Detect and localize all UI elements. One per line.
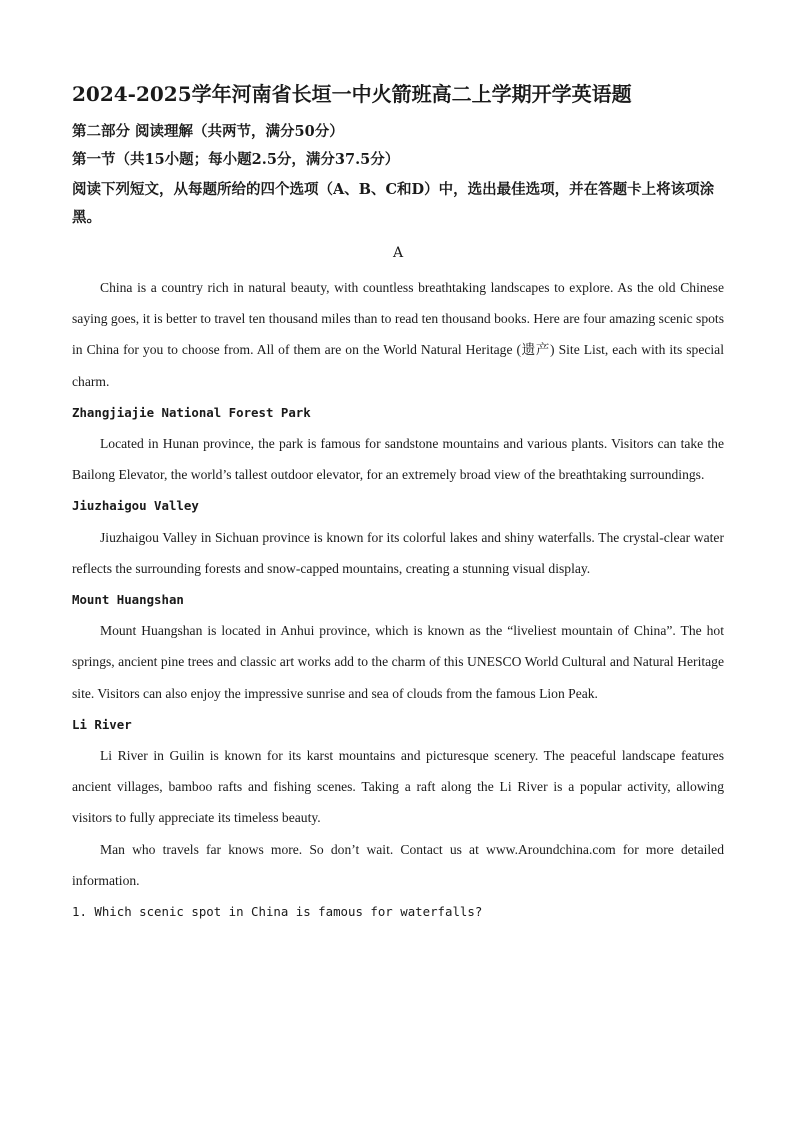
spot-text-jiuzhaigou: Jiuzhaigou Valley in Sichuan province is known for its colorful lakes and shiny waterfalls. The crystal-clear water reflects the surrounding forests and snow-capped mountains, creating a stunning visual display. [72, 529, 724, 576]
question-1: 1. Which scenic spot in China is famous for waterfalls? [72, 904, 483, 920]
instructions: 阅读下列短文，从每题所给的四个选项（A、B、C和D）中，选出最佳选项，并在答题卡上将该项涂黑。 [72, 181, 715, 226]
spot-heading-jiuzhaigou: Jiuzhaigou Valley [72, 498, 199, 514]
spot-text-huangshan: Mount Huangshan is located in Anhui province, which is known as the “liveliest mountain of China”. The hot springs, ancient pine trees and classic art works add to the charm of this UNESCO World Cultural and Natural Heritage site. Visitors can also enjoy the impressive sunrise and sea of clouds from the famous Lion Peak. [72, 623, 724, 701]
exam-page [72, 80, 724, 927]
intro-paragraph: China is a country rich in natural beauty, with countless breathtaking landscapes to explore. As the old Chinese saying goes, it is better to travel ten thousand miles than to read ten thousand books. Here are four amazing scenic spots in China for you to choose from. All of them are on the World Natural Heritage (遗产) Site List, each with its special charm. [72, 280, 724, 389]
closing-paragraph: Man who travels far knows more. So don’t wait. Contact us at www.Aroundchina.com for more detailed information. [72, 841, 724, 888]
spot-text-zhangjiajie: Located in Hunan province, the park is famous for sandstone mountains and various plants. Visitors can take the Bailong Elevator, the world’s tallest outdoor elevator, for an extremely broad view of the breathtaking surroundings. [72, 436, 724, 483]
passage-label: A [392, 245, 404, 261]
exam-title: 2024-2025学年河南省长垣一中火箭班高二上学期开学英语题 [72, 82, 632, 106]
section-heading: 第一节（共15小题；每小题2.5分，满分37.5分） [72, 151, 400, 168]
part-heading: 第二部分 阅读理解（共两节，满分50分） [72, 123, 344, 140]
spot-heading-huangshan: Mount Huangshan [72, 592, 184, 608]
spot-heading-zhangjiajie: Zhangjiajie National Forest Park [72, 404, 311, 420]
spot-text-li-river: Li River in Guilin is known for its karst mountains and picturesque scenery. The peaceful landscape features ancient villages, bamboo rafts and fishing scenes. Taking a raft along the Li River is a popular activity, allowing visitors to fully appreciate its timeless beauty. [72, 748, 724, 826]
spot-heading-li-river: Li River [72, 716, 132, 732]
